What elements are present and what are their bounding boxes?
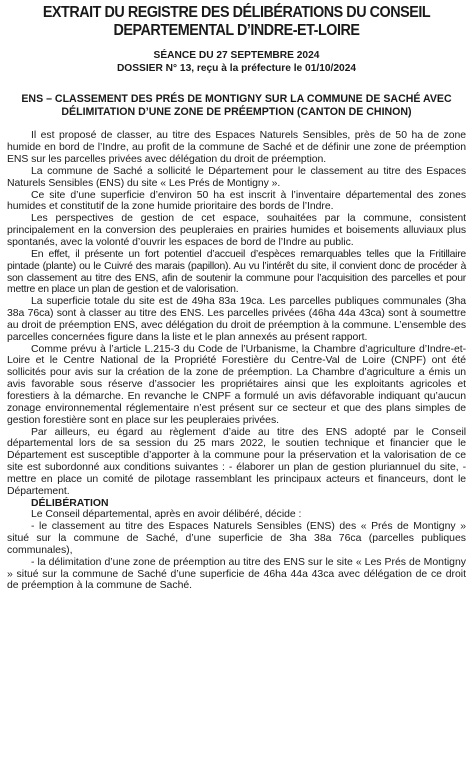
session-info [7,50,466,75]
document-body [7,130,466,592]
paragraph: Il est proposé de classer, au titre des Espaces Naturels Sensibles, près de 50 ha de zone humide en bord de l’Indre, au profit de la commune de Saché et de définir une zone de préemption ENS sur les parcelles privées avec délégation du droit de préemption. [7,130,466,166]
dossier-reference: DOSSIER N° 13, reçu à la préfecture le 01/10/2024 [116,62,357,74]
paragraph: En effet, il présente un fort potentiel d’accueil d’espèces remarquables telles que la Fritillaire pintade (plante) ou le Cuivré des marais (papillon). Au vu l’intérêt du site, il convient donc de procéder à son classement au titre des ENS, afin de soutenir la commune pour l’acquisition des parcelles et pour mettre en place un plan de gestion et de valorisation. [7,248,466,296]
paragraph: La superficie totale du site est de 49ha 83a 19ca. Les parcelles publiques communales (3ha 38a 76ca) sont à classer au titre des ENS. Les parcelles privées (46ha 44a 43ca) sont à soumettre au droit de préemption ENS, avec délégation du droit de préemption à la commune. L’ensemble des parcelles concernées figure dans la liste et le plan annexés au présent rapport. [7,296,466,343]
title-line-2: DEPARTEMENTAL D’INDRE-ET-LOIRE [113,22,360,39]
deliberation-item: - le classement au titre des Espaces Naturels Sensibles (ENS) des « Prés de Montigny » situé sur la commune de Saché, d’une superficie de 3ha 38a 76ca (parcelles publiques communales), [7,521,466,556]
paragraph: Par ailleurs, eu égard au règlement d’aide au titre des ENS adopté par le Conseil départemental lors de sa session du 25 mars 2022, le soutien technique et financier que le Département est susceptible d’apporter à la commune pour la préservation et la valorisation de ce site est subordonné aux conditions suivantes : - élaborer un plan de gestion pluriannuel du site, - mettre en place un comité de pilotage rassemblant les principaux acteurs et financeurs, dont le Département. [7,426,466,497]
deliberation-heading: DÉLIBÉRATION [31,497,109,509]
document-title [7,4,466,40]
session-date: SÉANCE DU 27 SEPTEMBRE 2024 [153,50,320,61]
deliberation-intro: Le Conseil départemental, après en avoir délibéré, décide : [31,509,302,521]
paragraph: Ce site d’une superficie d’environ 50 ha est inscrit à l’inventaire départemental des zones humides et constitutif de la zone humide prioritaire des bords de l’Indre. [7,189,466,213]
subject-heading: ENS – CLASSEMENT DES PRÉS DE MONTIGNY SUR LA COMMUNE DE SACHÉ AVEC DÉLIMITATION D’UNE ZONE DE PRÉEMPTION (CANTON DE CHINON) [21,93,452,119]
title-line-1: EXTRAIT DU REGISTRE DES DÉLIBÉRATIONS DU CONSEIL [42,4,431,21]
paragraph: Les perspectives de gestion de cet espace, souhaitées par la commune, consistent principalement en la conversion des peupleraies en prairies humides et boisements alluviaux plus spontanés, avec la volonté d’ouvrir les espaces de bord de l’Indre au public. [7,213,466,248]
paragraph: Comme prévu à l’article L.215-3 du Code de l’Urbanisme, la Chambre d’agriculture d’Indre-et-Loire et le Centre National de la Propriété Forestière du Centre-Val de Loire (CNPF) ont été sollicités pour avis sur la création de la zone de préemption. La Chambre d’agriculture a émis un avis favorable sous réserve d’associer les propriétaires ainsi que les exploitants agricoles et forestiers à la démarche. En revanche le CNPF a formulé un avis défavorable indiquant qu’aucun zonage environnemental réglementaire n’est présent sur ce secteur et que des plans simples de gestion forestière sont en place sur les peupleraies privées. [7,343,466,426]
paragraph: La commune de Saché a sollicité le Département pour le classement au titre des Espaces Naturels Sensibles (ENS) du site « Les Prés de Montigny ». [7,165,466,189]
deliberation-item: - la délimitation d’une zone de préemption au titre des ENS sur le site « Les Prés de Montigny » situé sur la commune de Saché d’une superficie de 46ha 44a 43ca avec délégation de ce droit de préemption à la commune de Saché. [7,556,466,592]
